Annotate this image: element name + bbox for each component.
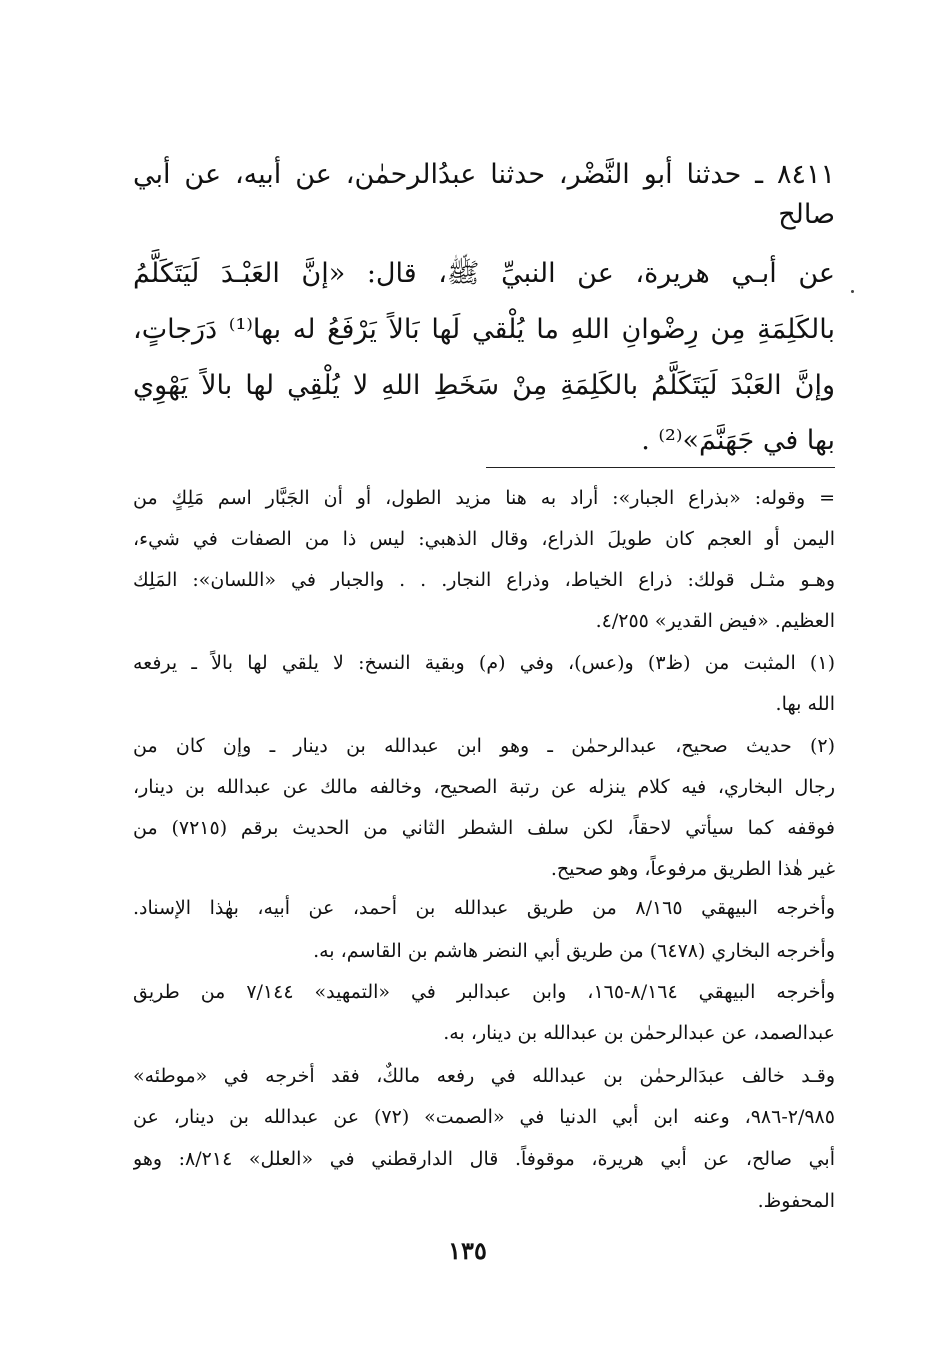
hadith-line-5: وإنَّ العَبْدَ لَيَتَكَلَّمُ بالكَلِمَةِ مِنْ سَخَطِ اللهِ لا يُلْقِي لها بالاً يَهْوِي [133, 370, 835, 401]
footnote-line-15: وقـد خالف عبدَالرحمٰن بن عبدالله في رفعه مالكٌ، فقد أخرجه في «موطئه» [133, 1065, 835, 1087]
footnote-line-2: اليمن أو العجم كان طويلَ الذراع، وقال الذهبي: ليس ذا من الصفات في شيء، [133, 528, 835, 550]
hadith-line-2: صالح [778, 199, 835, 230]
footnote-separator [486, 467, 835, 468]
footnote-line-14: عبدالصمد، عن عبدالرحمٰن بن عبدالله بن دينار، به. [443, 1022, 835, 1044]
footnote-line-16: ٢/٩٨٥-٩٨٦، وعنه ابن أبي الدنيا في «الصمت» (٧٢) عن عبدالله بن دينار، عن [133, 1106, 835, 1128]
footnote-line-1: = وقوله: «بذراع الجبار»: أراد به هنا مزيد الطول، أو أن الجَبَّار اسم مَلِكٍ من [133, 487, 835, 509]
footnote-line-6: الله بها. [775, 693, 835, 715]
page-number: ١٣٥ [448, 1236, 487, 1265]
margin-mark [851, 290, 854, 293]
footnote-line-9: فوقفه كما سيأتي لاحقاً، لكن سلف الشطر الثاني من الحديث برقم (٧٢١٥) من [133, 817, 835, 839]
footnote-line-13: وأخرجه البيهقي ٨/١٦٤-١٦٥، وابن عبدالبر في «التمهيد» ٧/١٤٤ من طريق [133, 981, 835, 1003]
hadith-line-6: بها في جَهَنَّمَ»⁽²⁾ . [641, 425, 835, 456]
hadith-line-3: عن أبـي هريرة، عن النبيِّ ﷺ، قال: «إنَّ العَبْـدَ لَيَتَكَلَّمُ [133, 258, 835, 289]
footnote-line-17: أبي صالح، عن أبي هريرة، موقوفاً. قال الدارقطني في «العلل» ٨/٢١٤: وهو [133, 1148, 835, 1170]
footnote-line-8: رجال البخاري، فيه كلام ينزله عن رتبة الصحيح، وخالفه مالك عن عبدالله بن دينار، [133, 776, 835, 798]
footnote-line-7: (٢) حديث صحيح، عبدالرحمٰن ـ وهو ابن عبدالله بن دينار ـ وإن كان من [133, 735, 835, 757]
footnote-line-10: غير هٰذا الطريق مرفوعاً، وهو صحيح. [550, 858, 835, 880]
hadith-line-4: بالكَلِمَةِ مِن رِضْوانِ اللهِ ما يُلْقي لَها بَالاً يَرْفَعُ له بها⁽¹⁾ دَرَجاتٍ، [133, 314, 835, 345]
footnote-line-12: وأخرجه البخاري (٦٤٧٨) من طريق أبي النضر هاشم بن القاسم، به. [313, 940, 835, 962]
footnote-line-3: وهـو مثـل قولك: ذراع الخياط، وذراع النجار. . . والجبار في «اللسان»: المَلِك [133, 569, 835, 591]
footnote-line-11: وأخرجه البيهقي ٨/١٦٥ من طريق عبدالله بن أحمد، عن أبيه، بهٰذا الإسناد. [133, 897, 835, 919]
footnote-line-4: العظيم. «فيض القدير» ٤/٢٥٥. [595, 610, 835, 632]
footnote-line-5: (١) المثبت من (ظ٣) و(عس)، وفي (م) وبقية النسخ: لا يلقي لها بالاً ـ يرفعه [133, 652, 835, 674]
hadith-line-1: ٨٤١١ ـ حدثنا أبو النَّضْر، حدثنا عبدُالرحمٰن، عن أبيه، عن أبي [133, 159, 835, 190]
footnote-line-18: المحفوظ. [757, 1190, 835, 1212]
